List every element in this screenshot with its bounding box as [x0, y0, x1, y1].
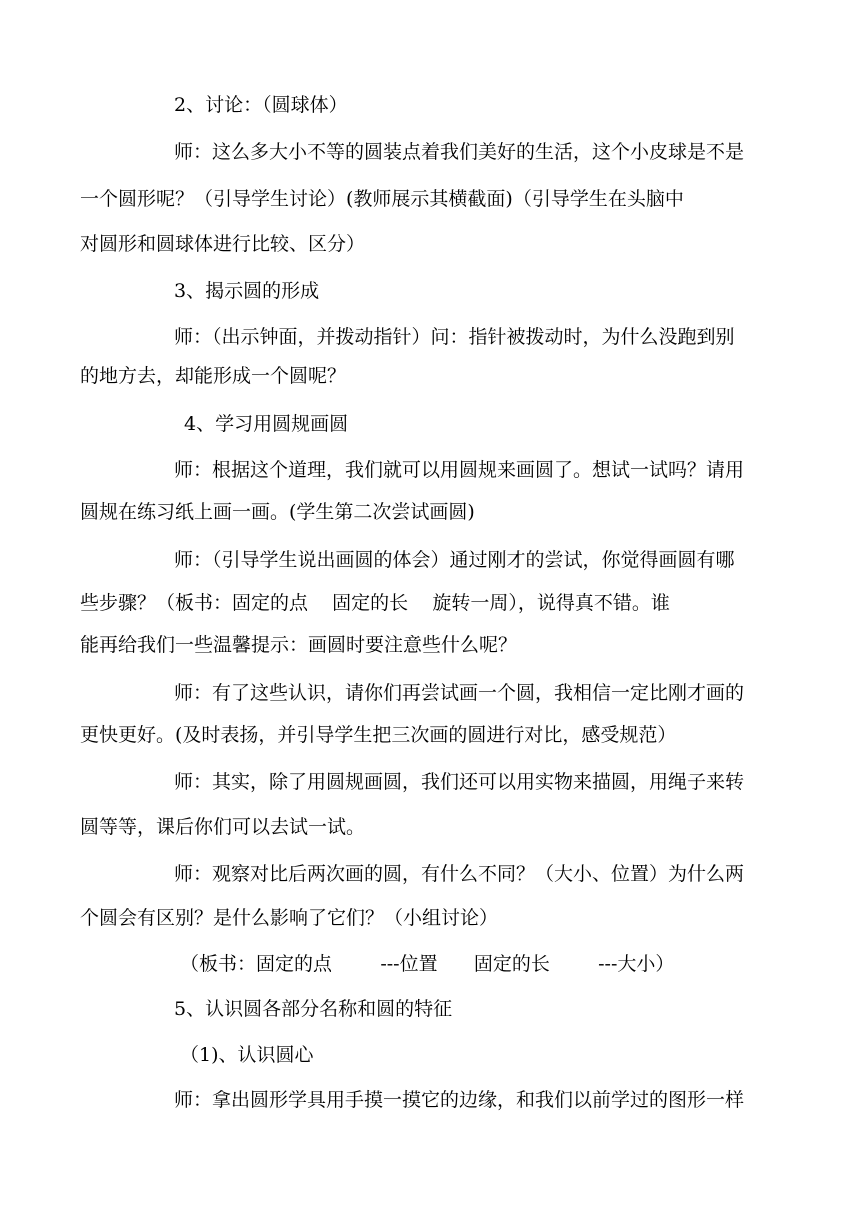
paragraph-line: 师：其实，除了用圆规画圆，我们还可以用实物来描圆，用绳子来转 [174, 771, 745, 793]
blackboard-note: （板书：固定的点 ---位置 固定的长 ---大小） [180, 953, 675, 975]
subheading-center: （1)、认识圆心 [180, 1044, 314, 1066]
paragraph-line: 一个圆形呢？（引导学生讨论）(教师展示其横截面)（引导学生在头脑中 [80, 188, 684, 210]
paragraph-line: 圆规在练习纸上画一画。(学生第二次尝试画圆) [80, 501, 475, 523]
paragraph-line: 师：拿出圆形学具用手摸一摸它的边缘，和我们以前学过的图形一样 [174, 1089, 745, 1111]
heading-compass-drawing: 4、学习用圆规画圆 [184, 413, 349, 435]
paragraph-line: 个圆会有区别？是什么影响了它们？（小组讨论） [80, 907, 499, 929]
paragraph-line: 师：根据这个道理，我们就可以用圆规来画圆了。想试一试吗？请用 [174, 459, 745, 481]
paragraph-line: 师：观察对比后两次画的圆，有什么不同？（大小、位置）为什么两 [174, 863, 745, 885]
paragraph-line: 师：（出示钟面，并拨动指针）问：指针被拨动时，为什么没跑到别 [174, 326, 735, 348]
heading-circle-parts: 5、认识圆各部分名称和圆的特征 [174, 998, 453, 1020]
paragraph-line: 能再给我们一些温馨提示：画圆时要注意些什么呢？ [80, 634, 518, 656]
heading-circle-formation: 3、揭示圆的形成 [174, 280, 320, 302]
paragraph-line: 师：这么多大小不等的圆装点着我们美好的生活，这个小皮球是不是 [174, 141, 745, 163]
paragraph-line: 师：（引导学生说出画圆的体会）通过刚才的尝试，你觉得画圆有哪 [174, 549, 735, 571]
paragraph-line: 更快更好。(及时表扬，并引导学生把三次画的圆进行对比，感受规范） [80, 724, 677, 746]
paragraph-line: 些步骤？（板书：固定的点 固定的长 旋转一周），说得真不错。谁 [80, 592, 670, 614]
heading-discussion: 2、讨论：（圆球体） [174, 94, 348, 116]
paragraph-line: 师：有了这些认识，请你们再尝试画一个圆，我相信一定比刚才画的 [174, 682, 745, 704]
paragraph-line: 的地方去，却能形成一个圆呢？ [80, 365, 347, 387]
paragraph-line: 对圆形和圆球体进行比较、区分） [80, 233, 366, 255]
paragraph-line: 圆等等，课后你们可以去试一试。 [80, 816, 366, 838]
